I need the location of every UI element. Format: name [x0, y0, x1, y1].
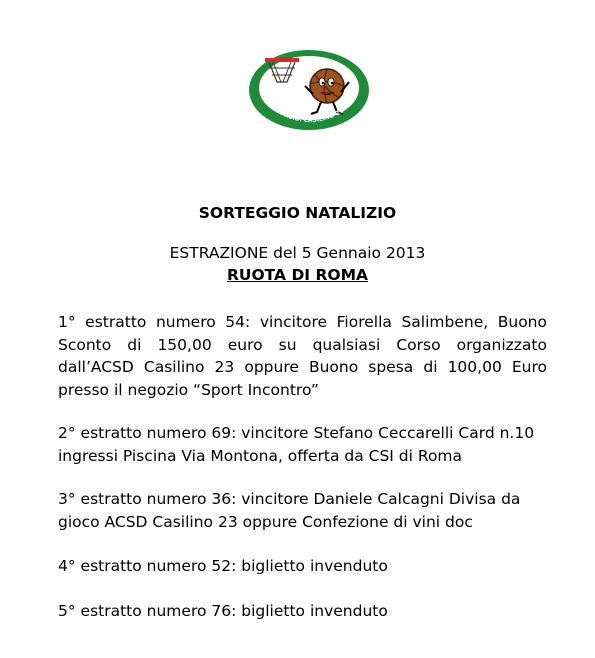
club-logo — [247, 48, 371, 132]
prize-paragraph-4: 4° estratto numero 52: biglietto invenduto — [58, 557, 388, 575]
lottery-wheel-heading: RUOTA DI ROMA — [226, 266, 369, 284]
logo-text: A.C.S.D. CASILINO 23 — [274, 107, 345, 125]
prize-paragraph-5: 5° estratto numero 76: biglietto invenduto — [58, 602, 388, 620]
prize-paragraph-3: 3° estratto numero 36: vincitore Daniele Calcagni Divisa da gioco ACSD Casilino 23 oppure Confezione di vini doc — [58, 490, 521, 531]
prize-paragraph-1: 1° estratto numero 54: vincitore Fiorella Salimbene, Buono Sconto di 150,00 euro su qualsiasi Corso organizzato dall’ACSD Casilino 23 oppure Buono spesa di 100,00 Euro presso il negozio “Sport Incontro” — [58, 313, 547, 399]
draw-date: ESTRAZIONE del 5 Gennaio 2013 — [169, 244, 426, 262]
page-title: SORTEGGIO NATALIZIO — [198, 204, 397, 222]
prize-paragraph-2: 2° estratto numero 69: vincitore Stefano Ceccarelli Card n.10 ingressi Piscina Via Montona, offerta da CSI di Roma — [58, 424, 535, 465]
